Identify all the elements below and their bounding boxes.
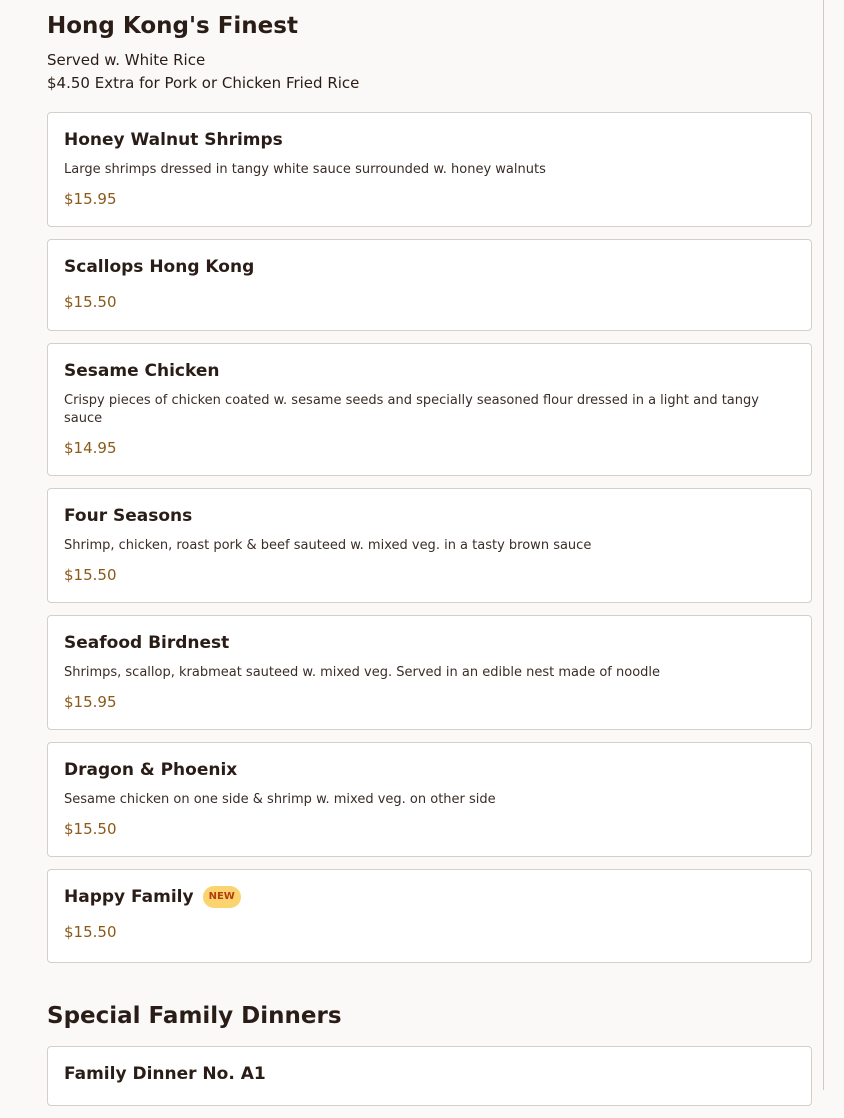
- section-title: Hong Kong's Finest: [47, 13, 298, 39]
- menu-item-price: $15.50: [64, 293, 117, 311]
- menu-section-hong-kongs-finest: [47, 0, 812, 963]
- section-note: $4.50 Extra for Pork or Chicken Fried Rice: [47, 74, 360, 92]
- new-badge: NEW: [203, 886, 241, 908]
- menu-item-price: $15.95: [64, 190, 117, 208]
- menu-item-card[interactable]: [47, 742, 812, 857]
- menu-item-price: $15.50: [64, 820, 117, 838]
- menu-item-card[interactable]: [47, 869, 812, 963]
- menu-item-card[interactable]: [47, 343, 812, 476]
- section-title: Special Family Dinners: [47, 1003, 342, 1029]
- menu-item-name: Scallops Hong Kong: [64, 257, 255, 277]
- menu-item-name: Seafood Birdnest: [64, 633, 230, 653]
- menu-section-special-family-dinners: [47, 1002, 812, 1106]
- menu-item-card[interactable]: [47, 112, 812, 227]
- menu-item-description: Shrimps, scallop, krabmeat sauteed w. mixed veg. Served in an edible nest made of noodle: [64, 665, 661, 680]
- menu-item-price: $15.95: [64, 693, 117, 711]
- menu-item-price: $15.50: [64, 566, 117, 584]
- menu-item-description: Crispy pieces of chicken coated w. sesame seeds and specially seasoned flour dressed in a light and tangy sauce: [64, 393, 759, 426]
- menu-item-name: Sesame Chicken: [64, 361, 220, 381]
- menu-item-card[interactable]: [47, 1046, 812, 1106]
- menu-item-name: Dragon & Phoenix: [64, 760, 238, 780]
- menu-item-name: Four Seasons: [64, 506, 193, 526]
- menu-item-price: $14.95: [64, 439, 117, 457]
- page-right-border: [823, 0, 824, 1090]
- menu-item-description: Large shrimps dressed in tangy white sauce surrounded w. honey walnuts: [64, 162, 546, 177]
- menu-item-name: Honey Walnut Shrimps: [64, 130, 283, 150]
- menu-item-card[interactable]: [47, 615, 812, 730]
- menu-item-card[interactable]: [47, 488, 812, 603]
- menu-item-name: Family Dinner No. A1: [64, 1064, 266, 1084]
- menu-item-name: Happy Family: [64, 887, 194, 907]
- section-note: Served w. White Rice: [47, 51, 206, 69]
- menu-item-card[interactable]: [47, 239, 812, 331]
- menu-item-description: Shrimp, chicken, roast pork & beef sauteed w. mixed veg. in a tasty brown sauce: [64, 538, 592, 553]
- menu-item-list: [47, 112, 812, 963]
- menu-content: [47, 0, 812, 1118]
- menu-item-price: $15.50: [64, 923, 117, 941]
- menu-item-description: Sesame chicken on one side & shrimp w. mixed veg. on other side: [64, 792, 496, 807]
